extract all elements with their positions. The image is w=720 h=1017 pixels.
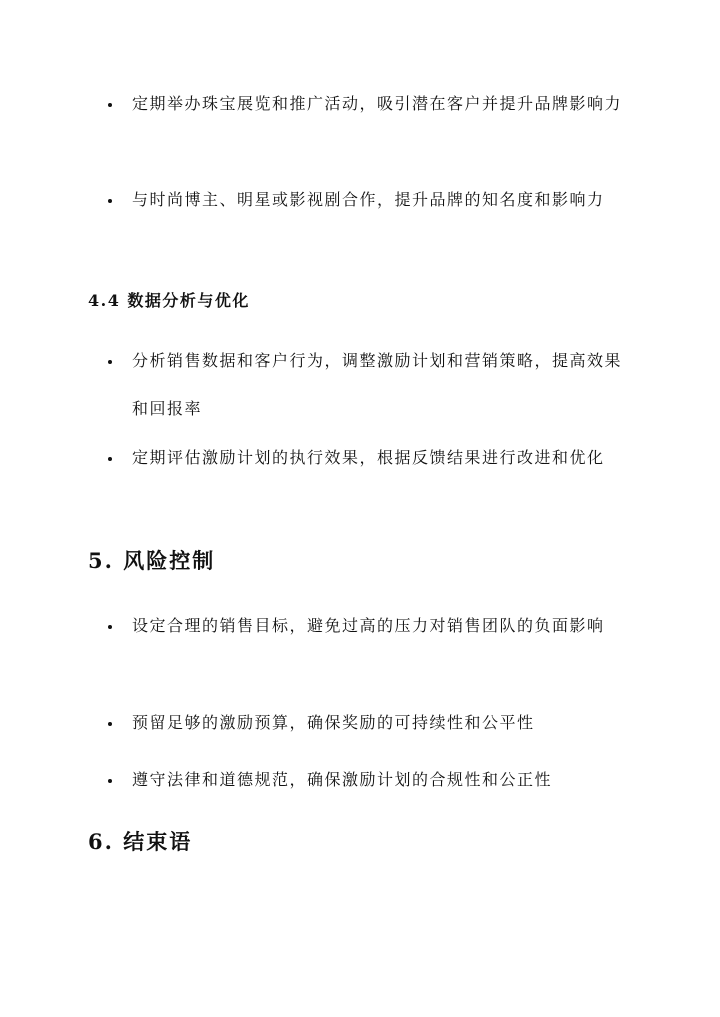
list-item-text: 与时尚博主、明星或影视剧合作，提升品牌的知名度和影响力 <box>132 190 605 209</box>
list-item-text: 定期举办珠宝展览和推广活动，吸引潜在客户并提升品牌影响力 <box>132 94 623 113</box>
bullet-dot <box>108 722 112 726</box>
bullet-dot <box>108 625 112 629</box>
list-item-text: 定期评估激励计划的执行效果，根据反馈结果进行改进和优化 <box>132 448 605 467</box>
list-item-text: 预留足够的激励预算，确保奖励的可持续性和公平性 <box>132 713 535 732</box>
bullet-dot <box>108 199 112 203</box>
list-item-text: 分析销售数据和客户行为，调整激励计划和营销策略，提高效果和回报率 <box>132 351 623 418</box>
bullet-dot <box>108 457 112 461</box>
bullet-dot <box>108 779 112 783</box>
bullet-dot <box>108 360 112 364</box>
section-heading-4-4: 4.4 数据分析与优化 <box>88 291 250 310</box>
bullet-dot <box>108 103 112 107</box>
list-item-text: 设定合理的销售目标，避免过高的压力对销售团队的负面影响 <box>132 616 605 635</box>
section-heading-5: 5. 风险控制 <box>88 548 216 573</box>
section-heading-6: 6. 结束语 <box>88 829 193 854</box>
list-item-text: 遵守法律和道德规范，确保激励计划的合规性和公正性 <box>132 770 553 789</box>
